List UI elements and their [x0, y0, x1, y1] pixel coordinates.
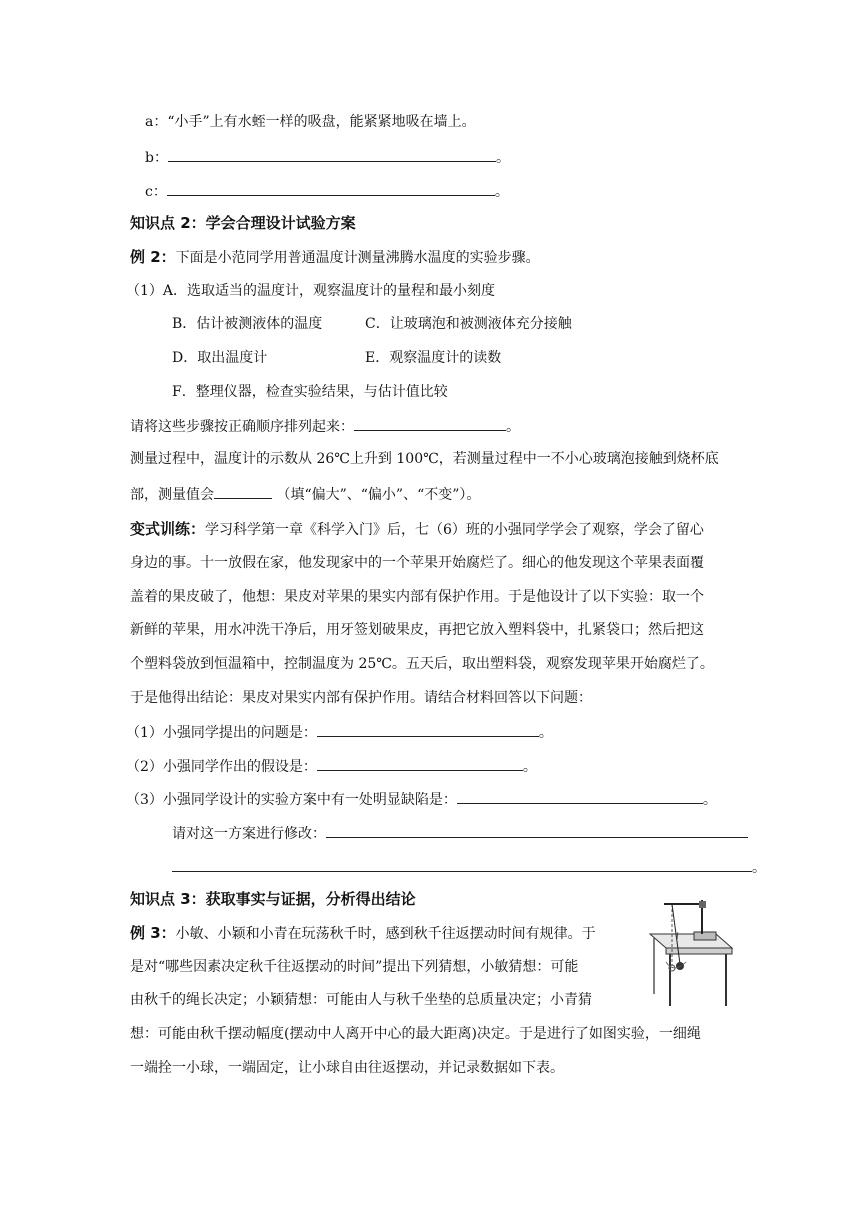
- order-end: 。: [506, 419, 520, 435]
- answer-c-end: 。: [494, 184, 509, 200]
- example2-line: [130, 247, 540, 268]
- variant-q1: （1）小强同学提出的问题是：: [126, 725, 317, 741]
- variant-q2-blank[interactable]: [317, 755, 523, 771]
- variant-q3: （3）小强同学设计的实验方案中有一处明显缺陷是：: [126, 792, 457, 808]
- variant-q2-end: 。: [522, 759, 537, 775]
- pendulum-apparatus-figure: [636, 894, 738, 1010]
- kp3-heading: 知识点 3：获取事实与证据，分析得出结论: [130, 890, 416, 908]
- example3-label: 例 3：: [130, 924, 176, 942]
- variant-modify-line: [172, 822, 748, 844]
- variant-text1: 学习科学第一章《科学入门》后，七（6）班的小强同学学会了观察，学会了留心: [205, 522, 704, 538]
- answer-b-prefix: b：: [145, 150, 168, 166]
- answer-c-prefix: c：: [145, 184, 167, 200]
- variant-q1-line: [126, 721, 553, 743]
- example3-line3: 由秋千的绳长决定；小颖猜想：可能由人与秋千坐垫的总质量决定；小青猜: [130, 992, 592, 1008]
- variant-q3-line: [126, 788, 717, 810]
- measure-line1: 测量过程中，温度计的示数从 26℃上升到 100℃，若测量过程中一不小心玻璃泡接触到烧杯底: [130, 451, 719, 467]
- order-blank[interactable]: [354, 415, 506, 431]
- variant-line6: 于是他得出结论：果皮对果实内部有保护作用。请结合材料回答以下问题：: [130, 690, 592, 706]
- example3-line2: 是对“哪些因素决定秋千往返摆动的时间”提出下列猜想，小敏猜想：可能: [130, 959, 579, 975]
- measure-line2-b: （填“偏大”、“偏小”、“不变”）。: [272, 487, 481, 503]
- variant-q2-line: [126, 755, 537, 777]
- variant-line5: 个塑料袋放到恒温箱中，控制温度为 25℃。五天后，取出塑料袋，观察发现苹果开始腐烂了。: [130, 656, 714, 672]
- example3-line5: 一端拴一小球，一端固定，让小球自由往返摆动，并记录数据如下表。: [130, 1060, 564, 1076]
- variant-modify-blank1[interactable]: [326, 822, 748, 838]
- variant-q1-end: 。: [538, 725, 553, 741]
- example2-label: 例 2：: [130, 248, 176, 266]
- measure-line2-a: 部，测量值会: [130, 487, 214, 503]
- step-f: F．整理仪器，检查实验结果，与估计值比较: [172, 384, 448, 400]
- variant-q2: （2）小强同学作出的假设是：: [126, 759, 317, 775]
- example3-line4: 想：可能由秋千摆动幅度(摆动中人离开中心的最大距离)决定。于是进行了如图实验，一细绳: [130, 1026, 701, 1042]
- example2-text: 下面是小范同学用普通温度计测量沸腾水温度的实验步骤。: [175, 250, 540, 266]
- answer-c-line: [145, 180, 509, 202]
- example3-line1: [130, 923, 596, 944]
- measure-blank[interactable]: [214, 483, 272, 499]
- variant-q1-blank[interactable]: [317, 721, 539, 737]
- step-c: C．让玻璃泡和被测液体充分接触: [365, 316, 572, 332]
- variant-label: 变式训练：: [130, 520, 206, 538]
- kp2-heading: 知识点 2：学会合理设计试验方案: [130, 214, 356, 232]
- measure-line2: [130, 483, 480, 505]
- step-d: D．取出温度计: [172, 350, 268, 366]
- variant-q3-blank[interactable]: [457, 788, 703, 804]
- example3-text1: 小敏、小颖和小青在玩荡秋千时，感到秋千往返摆动时间有规律。于: [175, 926, 596, 942]
- step-a: （1）A．选取适当的温度计，观察温度计的量程和最小刻度: [126, 283, 496, 299]
- answer-b-end: 。: [495, 150, 510, 166]
- variant-line3: 盖着的果皮破了，他想：果皮对苹果的果实内部有保护作用。于是他设计了以下实验：取一个: [130, 589, 704, 605]
- step-e: E．观察温度计的读数: [365, 350, 502, 366]
- variant-q3-end: 。: [702, 792, 717, 808]
- variant-modify-line2: [172, 856, 766, 878]
- answer-b-line: [145, 146, 510, 168]
- figure-label-l: l: [676, 931, 679, 941]
- order-prompt: 请将这些步骤按正确顺序排列起来：: [130, 419, 354, 435]
- answer-c-blank[interactable]: [167, 180, 495, 196]
- answer-b-blank[interactable]: [168, 146, 496, 162]
- step-b: B．估计被测液体的温度: [172, 316, 323, 332]
- variant-line2: 身边的事。十一放假在家，他发现家中的一个苹果开始腐烂了。细心的他发现这个苹果表面覆: [130, 555, 704, 571]
- variant-modify-blank2[interactable]: [172, 856, 752, 872]
- order-prompt-line: [130, 415, 520, 437]
- variant-modify-end: 。: [752, 860, 766, 876]
- variant-line1: [130, 519, 704, 540]
- answer-a: a：“小手”上有水蛭一样的吸盘，能紧紧地吸在墙上。: [145, 114, 476, 130]
- variant-line4: 新鲜的苹果，用水冲洗干净后，用牙签划破果皮，再把它放入塑料袋中，扎紧袋口；然后把这: [130, 622, 704, 638]
- variant-modify: 请对这一方案进行修改：: [172, 826, 326, 842]
